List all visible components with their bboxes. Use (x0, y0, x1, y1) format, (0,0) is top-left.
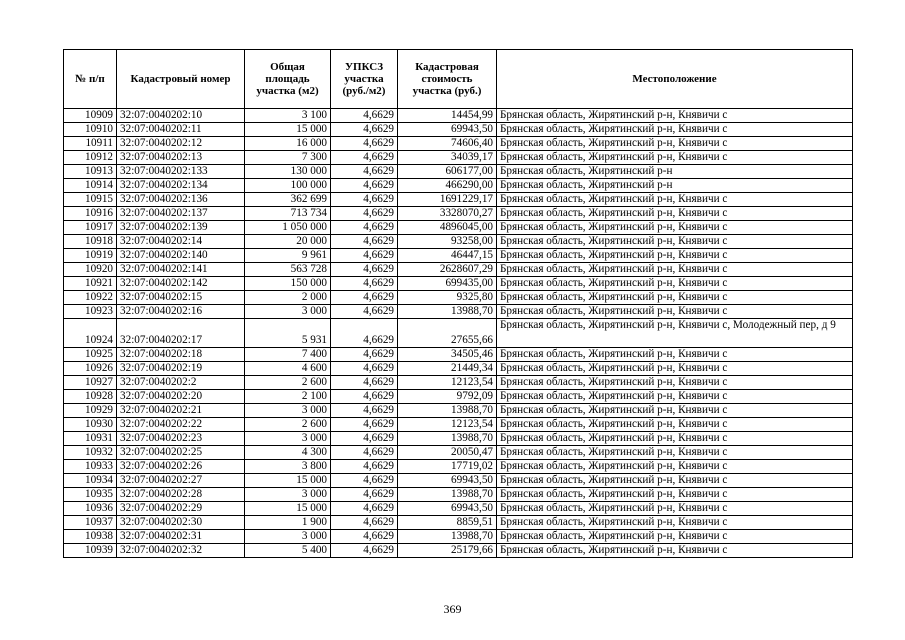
upksz-cell: 4,6629 (331, 404, 398, 418)
table-row (64, 362, 853, 376)
row-number-cell: 10930 (64, 418, 117, 432)
cadastral-value-cell: 25179,66 (398, 544, 497, 558)
table-row (64, 390, 853, 404)
cadastral-number-cell: 32:07:0040202:12 (117, 137, 245, 151)
table-row (64, 151, 853, 165)
header-row (64, 50, 853, 109)
location-cell: Брянская область, Жирятинский р-н, Княвичи с (497, 404, 853, 418)
area-cell: 2 000 (245, 291, 331, 305)
location-cell: Брянская область, Жирятинский р-н, Княвичи с (497, 305, 853, 319)
cadastral-value-cell: 13988,70 (398, 530, 497, 544)
row-number-cell: 10917 (64, 221, 117, 235)
area-cell: 2 600 (245, 376, 331, 390)
upksz-cell: 4,6629 (331, 362, 398, 376)
cadastral-number-cell: 32:07:0040202:136 (117, 193, 245, 207)
cadastral-number-cell: 32:07:0040202:26 (117, 460, 245, 474)
row-number-cell: 10911 (64, 137, 117, 151)
upksz-cell: 4,6629 (331, 249, 398, 263)
row-number-cell: 10912 (64, 151, 117, 165)
area-cell: 100 000 (245, 179, 331, 193)
cadastral-value-cell: 34039,17 (398, 151, 497, 165)
cadastral-value-cell: 1691229,17 (398, 193, 497, 207)
table-row (64, 516, 853, 530)
cadastral-value-cell: 74606,40 (398, 137, 497, 151)
cadastral-number-cell: 32:07:0040202:29 (117, 502, 245, 516)
area-cell: 5 400 (245, 544, 331, 558)
row-number-cell: 10923 (64, 305, 117, 319)
row-number-cell: 10910 (64, 123, 117, 137)
location-cell: Брянская область, Жирятинский р-н, Княвичи с (497, 418, 853, 432)
upksz-cell: 4,6629 (331, 277, 398, 291)
cadastral-value-cell: 69943,50 (398, 502, 497, 516)
cadastral-value-cell: 13988,70 (398, 305, 497, 319)
cadastral-number-cell: 32:07:0040202:140 (117, 249, 245, 263)
cadastral-table (63, 49, 853, 558)
cadastral-number-cell: 32:07:0040202:2 (117, 376, 245, 390)
cadastral-value-cell: 17719,02 (398, 460, 497, 474)
location-cell: Брянская область, Жирятинский р-н, Княвичи с (497, 193, 853, 207)
location-cell: Брянская область, Жирятинский р-н, Княвичи с (497, 249, 853, 263)
area-cell: 2 600 (245, 418, 331, 432)
row-number-cell: 10939 (64, 544, 117, 558)
location-cell: Брянская область, Жирятинский р-н, Княвичи с (497, 123, 853, 137)
row-number-cell: 10933 (64, 460, 117, 474)
area-cell: 3 800 (245, 460, 331, 474)
area-cell: 5 931 (245, 319, 331, 348)
cadastral-number-cell: 32:07:0040202:14 (117, 235, 245, 249)
cadastral-value-cell: 46447,15 (398, 249, 497, 263)
cadastral-number-cell: 32:07:0040202:141 (117, 263, 245, 277)
location-cell: Брянская область, Жирятинский р-н, Княвичи с (497, 137, 853, 151)
table-row (64, 235, 853, 249)
cadastral-value-cell: 12123,54 (398, 418, 497, 432)
area-cell: 16 000 (245, 137, 331, 151)
cadastral-number-cell: 32:07:0040202:133 (117, 165, 245, 179)
upksz-cell: 4,6629 (331, 376, 398, 390)
area-cell: 15 000 (245, 123, 331, 137)
table-row (64, 193, 853, 207)
cadastral-number-cell: 32:07:0040202:134 (117, 179, 245, 193)
row-number-cell: 10919 (64, 249, 117, 263)
row-number-cell: 10922 (64, 291, 117, 305)
row-number-cell: 10928 (64, 390, 117, 404)
location-cell: Брянская область, Жирятинский р-н, Княвичи с (497, 348, 853, 362)
row-number-cell: 10916 (64, 207, 117, 221)
location-cell: Брянская область, Жирятинский р-н, Княвичи с (497, 544, 853, 558)
cadastral-number-cell: 32:07:0040202:15 (117, 291, 245, 305)
cadastral-value-cell: 13988,70 (398, 488, 497, 502)
area-cell: 3 100 (245, 109, 331, 123)
location-cell: Брянская область, Жирятинский р-н, Княвичи с, Молодежный пер, д 9 (497, 319, 853, 348)
cadastral-number-cell: 32:07:0040202:31 (117, 530, 245, 544)
row-number-cell: 10920 (64, 263, 117, 277)
cadastral-number-cell: 32:07:0040202:16 (117, 305, 245, 319)
table-row (64, 446, 853, 460)
upksz-cell: 4,6629 (331, 516, 398, 530)
upksz-cell: 4,6629 (331, 151, 398, 165)
table-row (64, 488, 853, 502)
cadastral-value-cell: 34505,46 (398, 348, 497, 362)
area-cell: 7 300 (245, 151, 331, 165)
row-number-cell: 10938 (64, 530, 117, 544)
location-cell: Брянская область, Жирятинский р-н, Княвичи с (497, 291, 853, 305)
table-body (64, 109, 853, 558)
area-cell: 15 000 (245, 474, 331, 488)
area-cell: 3 000 (245, 432, 331, 446)
cadastral-value-cell: 466290,00 (398, 179, 497, 193)
table-row (64, 123, 853, 137)
upksz-cell: 4,6629 (331, 502, 398, 516)
row-number-cell: 10929 (64, 404, 117, 418)
table-row (64, 460, 853, 474)
location-cell: Брянская область, Жирятинский р-н, Княвичи с (497, 516, 853, 530)
upksz-cell: 4,6629 (331, 446, 398, 460)
upksz-cell: 4,6629 (331, 221, 398, 235)
upksz-cell: 4,6629 (331, 305, 398, 319)
table-row (64, 263, 853, 277)
cadastral-value-cell: 8859,51 (398, 516, 497, 530)
table-row (64, 376, 853, 390)
table-row (64, 305, 853, 319)
area-cell: 4 300 (245, 446, 331, 460)
table-row (64, 348, 853, 362)
area-cell: 3 000 (245, 488, 331, 502)
row-number-cell: 10927 (64, 376, 117, 390)
header-cadastral-number: Кадастровый номер (117, 50, 245, 109)
table-row (64, 432, 853, 446)
table-row (64, 137, 853, 151)
upksz-cell: 4,6629 (331, 193, 398, 207)
row-number-cell: 10915 (64, 193, 117, 207)
row-number-cell: 10926 (64, 362, 117, 376)
area-cell: 2 100 (245, 390, 331, 404)
cadastral-number-cell: 32:07:0040202:30 (117, 516, 245, 530)
location-cell: Брянская область, Жирятинский р-н, Княвичи с (497, 474, 853, 488)
cadastral-number-cell: 32:07:0040202:13 (117, 151, 245, 165)
header-area: Общая площадь участка (м2) (245, 50, 331, 109)
location-cell: Брянская область, Жирятинский р-н (497, 165, 853, 179)
area-cell: 3 000 (245, 305, 331, 319)
page-number: 369 (443, 602, 462, 616)
cadastral-number-cell: 32:07:0040202:25 (117, 446, 245, 460)
location-cell: Брянская область, Жирятинский р-н, Княвичи с (497, 390, 853, 404)
cadastral-value-cell: 21449,34 (398, 362, 497, 376)
cadastral-number-cell: 32:07:0040202:18 (117, 348, 245, 362)
upksz-cell: 4,6629 (331, 544, 398, 558)
table-row (64, 207, 853, 221)
cadastral-number-cell: 32:07:0040202:19 (117, 362, 245, 376)
header-upksz: УПКСЗ участка (руб./м2) (331, 50, 398, 109)
table-row (64, 319, 853, 348)
cadastral-value-cell: 4896045,00 (398, 221, 497, 235)
upksz-cell: 4,6629 (331, 179, 398, 193)
table-row (64, 165, 853, 179)
location-cell: Брянская область, Жирятинский р-н, Княвичи с (497, 460, 853, 474)
header-location: Местоположение (497, 50, 853, 109)
area-cell: 3 000 (245, 404, 331, 418)
upksz-cell: 4,6629 (331, 530, 398, 544)
location-cell: Брянская область, Жирятинский р-н, Княвичи с (497, 376, 853, 390)
location-cell: Брянская область, Жирятинский р-н, Княвичи с (497, 235, 853, 249)
location-cell: Брянская область, Жирятинский р-н, Княвичи с (497, 502, 853, 516)
upksz-cell: 4,6629 (331, 263, 398, 277)
table-header (64, 50, 853, 109)
cadastral-value-cell: 699435,00 (398, 277, 497, 291)
location-cell: Брянская область, Жирятинский р-н, Княвичи с (497, 446, 853, 460)
table-row (64, 474, 853, 488)
cadastral-value-cell: 9792,09 (398, 390, 497, 404)
upksz-cell: 4,6629 (331, 137, 398, 151)
cadastral-number-cell: 32:07:0040202:27 (117, 474, 245, 488)
location-cell: Брянская область, Жирятинский р-н (497, 179, 853, 193)
area-cell: 362 699 (245, 193, 331, 207)
area-cell: 4 600 (245, 362, 331, 376)
cadastral-value-cell: 13988,70 (398, 404, 497, 418)
row-number-cell: 10924 (64, 319, 117, 348)
upksz-cell: 4,6629 (331, 291, 398, 305)
row-number-cell: 10937 (64, 516, 117, 530)
upksz-cell: 4,6629 (331, 418, 398, 432)
table-row (64, 291, 853, 305)
row-number-cell: 10913 (64, 165, 117, 179)
upksz-cell: 4,6629 (331, 235, 398, 249)
cadastral-value-cell: 20050,47 (398, 446, 497, 460)
table-row (64, 502, 853, 516)
upksz-cell: 4,6629 (331, 432, 398, 446)
cadastral-value-cell: 14454,99 (398, 109, 497, 123)
row-number-cell: 10914 (64, 179, 117, 193)
location-cell: Брянская область, Жирятинский р-н, Княвичи с (497, 362, 853, 376)
cadastral-number-cell: 32:07:0040202:137 (117, 207, 245, 221)
table-row (64, 404, 853, 418)
location-cell: Брянская область, Жирятинский р-н, Княвичи с (497, 277, 853, 291)
cadastral-value-cell: 9325,80 (398, 291, 497, 305)
upksz-cell: 4,6629 (331, 348, 398, 362)
cadastral-value-cell: 13988,70 (398, 432, 497, 446)
table-row (64, 530, 853, 544)
upksz-cell: 4,6629 (331, 207, 398, 221)
row-number-cell: 10921 (64, 277, 117, 291)
row-number-cell: 10918 (64, 235, 117, 249)
header-cadastral-value: Кадастровая стоимость участка (руб.) (398, 50, 497, 109)
cadastral-value-cell: 2628607,29 (398, 263, 497, 277)
area-cell: 9 961 (245, 249, 331, 263)
row-number-cell: 10935 (64, 488, 117, 502)
cadastral-number-cell: 32:07:0040202:22 (117, 418, 245, 432)
cadastral-number-cell: 32:07:0040202:10 (117, 109, 245, 123)
cadastral-number-cell: 32:07:0040202:142 (117, 277, 245, 291)
cadastral-value-cell: 69943,50 (398, 123, 497, 137)
upksz-cell: 4,6629 (331, 109, 398, 123)
row-number-cell: 10925 (64, 348, 117, 362)
location-cell: Брянская область, Жирятинский р-н, Княвичи с (497, 530, 853, 544)
row-number-cell: 10932 (64, 446, 117, 460)
upksz-cell: 4,6629 (331, 390, 398, 404)
area-cell: 713 734 (245, 207, 331, 221)
cadastral-number-cell: 32:07:0040202:23 (117, 432, 245, 446)
area-cell: 20 000 (245, 235, 331, 249)
table-row (64, 418, 853, 432)
cadastral-value-cell: 27655,66 (398, 319, 497, 348)
area-cell: 563 728 (245, 263, 331, 277)
location-cell: Брянская область, Жирятинский р-н, Княвичи с (497, 151, 853, 165)
cadastral-number-cell: 32:07:0040202:17 (117, 319, 245, 348)
cadastral-number-cell: 32:07:0040202:32 (117, 544, 245, 558)
cadastral-value-cell: 69943,50 (398, 474, 497, 488)
header-num: № п/п (64, 50, 117, 109)
cadastral-number-cell: 32:07:0040202:11 (117, 123, 245, 137)
row-number-cell: 10931 (64, 432, 117, 446)
upksz-cell: 4,6629 (331, 123, 398, 137)
cadastral-value-cell: 12123,54 (398, 376, 497, 390)
location-cell: Брянская область, Жирятинский р-н, Княвичи с (497, 109, 853, 123)
area-cell: 7 400 (245, 348, 331, 362)
table-row (64, 277, 853, 291)
table-row (64, 544, 853, 558)
cadastral-value-cell: 606177,00 (398, 165, 497, 179)
location-cell: Брянская область, Жирятинский р-н, Княвичи с (497, 263, 853, 277)
cadastral-number-cell: 32:07:0040202:28 (117, 488, 245, 502)
area-cell: 130 000 (245, 165, 331, 179)
cadastral-number-cell: 32:07:0040202:139 (117, 221, 245, 235)
table-row (64, 109, 853, 123)
area-cell: 1 050 000 (245, 221, 331, 235)
area-cell: 3 000 (245, 530, 331, 544)
row-number-cell: 10936 (64, 502, 117, 516)
upksz-cell: 4,6629 (331, 319, 398, 348)
cadastral-value-cell: 93258,00 (398, 235, 497, 249)
table-row (64, 179, 853, 193)
area-cell: 15 000 (245, 502, 331, 516)
upksz-cell: 4,6629 (331, 460, 398, 474)
table-row (64, 221, 853, 235)
row-number-cell: 10909 (64, 109, 117, 123)
area-cell: 1 900 (245, 516, 331, 530)
location-cell: Брянская область, Жирятинский р-н, Княвичи с (497, 488, 853, 502)
upksz-cell: 4,6629 (331, 165, 398, 179)
location-cell: Брянская область, Жирятинский р-н, Княвичи с (497, 221, 853, 235)
area-cell: 150 000 (245, 277, 331, 291)
upksz-cell: 4,6629 (331, 488, 398, 502)
location-cell: Брянская область, Жирятинский р-н, Княвичи с (497, 207, 853, 221)
upksz-cell: 4,6629 (331, 474, 398, 488)
cadastral-number-cell: 32:07:0040202:20 (117, 390, 245, 404)
cadastral-number-cell: 32:07:0040202:21 (117, 404, 245, 418)
row-number-cell: 10934 (64, 474, 117, 488)
table-row (64, 249, 853, 263)
cadastral-value-cell: 3328070,27 (398, 207, 497, 221)
location-cell: Брянская область, Жирятинский р-н, Княвичи с (497, 432, 853, 446)
